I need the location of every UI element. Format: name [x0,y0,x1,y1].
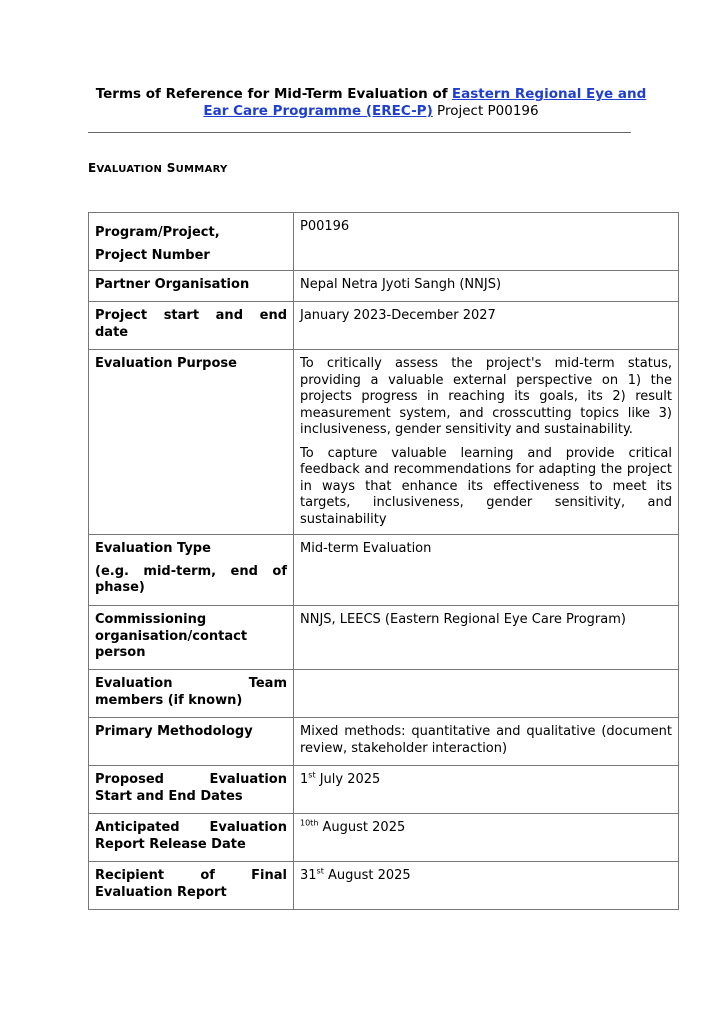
table-row [89,862,679,910]
row-value: 31st August 2025 [294,862,679,910]
row-key: Program/Project, Project Number [89,213,294,271]
evaluation-summary-table [88,212,679,910]
title-prefix: Terms of Reference for Mid-Term Evaluation of [95,86,448,102]
table-row [89,606,679,670]
row-value: Mixed methods: quantitative and qualitative (document review, stakeholder interaction) [294,718,679,766]
row-value: Nepal Netra Jyoti Sangh (NNJS) [294,271,679,302]
row-key: Anticipated Evaluation Report Release Date [89,814,294,862]
row-value [294,670,679,718]
table-row [89,766,679,814]
table-row [89,670,679,718]
document-title [88,86,654,120]
row-key: Project start and end date [89,302,294,350]
row-value: Mid-term Evaluation [294,535,679,606]
section-heading: EVALUATION SUMMARY [88,161,228,175]
table-row [89,213,679,271]
row-value: 1st July 2025 [294,766,679,814]
row-value: NNJS, LEECS (Eastern Regional Eye Care Program) [294,606,679,670]
title-suffix: Project P00196 [437,103,539,119]
row-key: Recipient of Final Evaluation Report [89,862,294,910]
table-row [89,718,679,766]
row-key: Partner Organisation [89,271,294,302]
row-value: To critically assess the project's mid-term status, providing a valuable external perspective on 1) the projects progress in reaching its goals, its 2) result measurement system, and crosscutting topics like 3) inclusiveness, gender sensitivity and sustainability. To capture valuable learning and provide critical feedback and recommendations for adapting the project in ways that enhance its effectiveness to meet its targets, inclusiveness, gender sensitivity, and sustainability [294,350,679,535]
table-row [89,535,679,606]
row-key: Evaluation Team members (if known) [89,670,294,718]
row-key: Commissioning organisation/contact person [89,606,294,670]
table-row [89,271,679,302]
row-key: Evaluation Purpose [89,350,294,535]
table-row [89,814,679,862]
row-key: Primary Methodology [89,718,294,766]
row-value: P00196 [294,213,679,271]
row-key: Proposed Evaluation Start and End Dates [89,766,294,814]
row-value: $^{10th}$ August 2025 [294,814,679,862]
table-row [89,302,679,350]
table-row [89,350,679,535]
row-value: January 2023-December 2027 [294,302,679,350]
row-key: Evaluation Type (e.g. mid-term, end of phase) [89,535,294,606]
title-divider [88,132,631,133]
programme-link[interactable]: Eastern Regional Eye and Ear Care Programme (EREC-P) [203,86,647,119]
